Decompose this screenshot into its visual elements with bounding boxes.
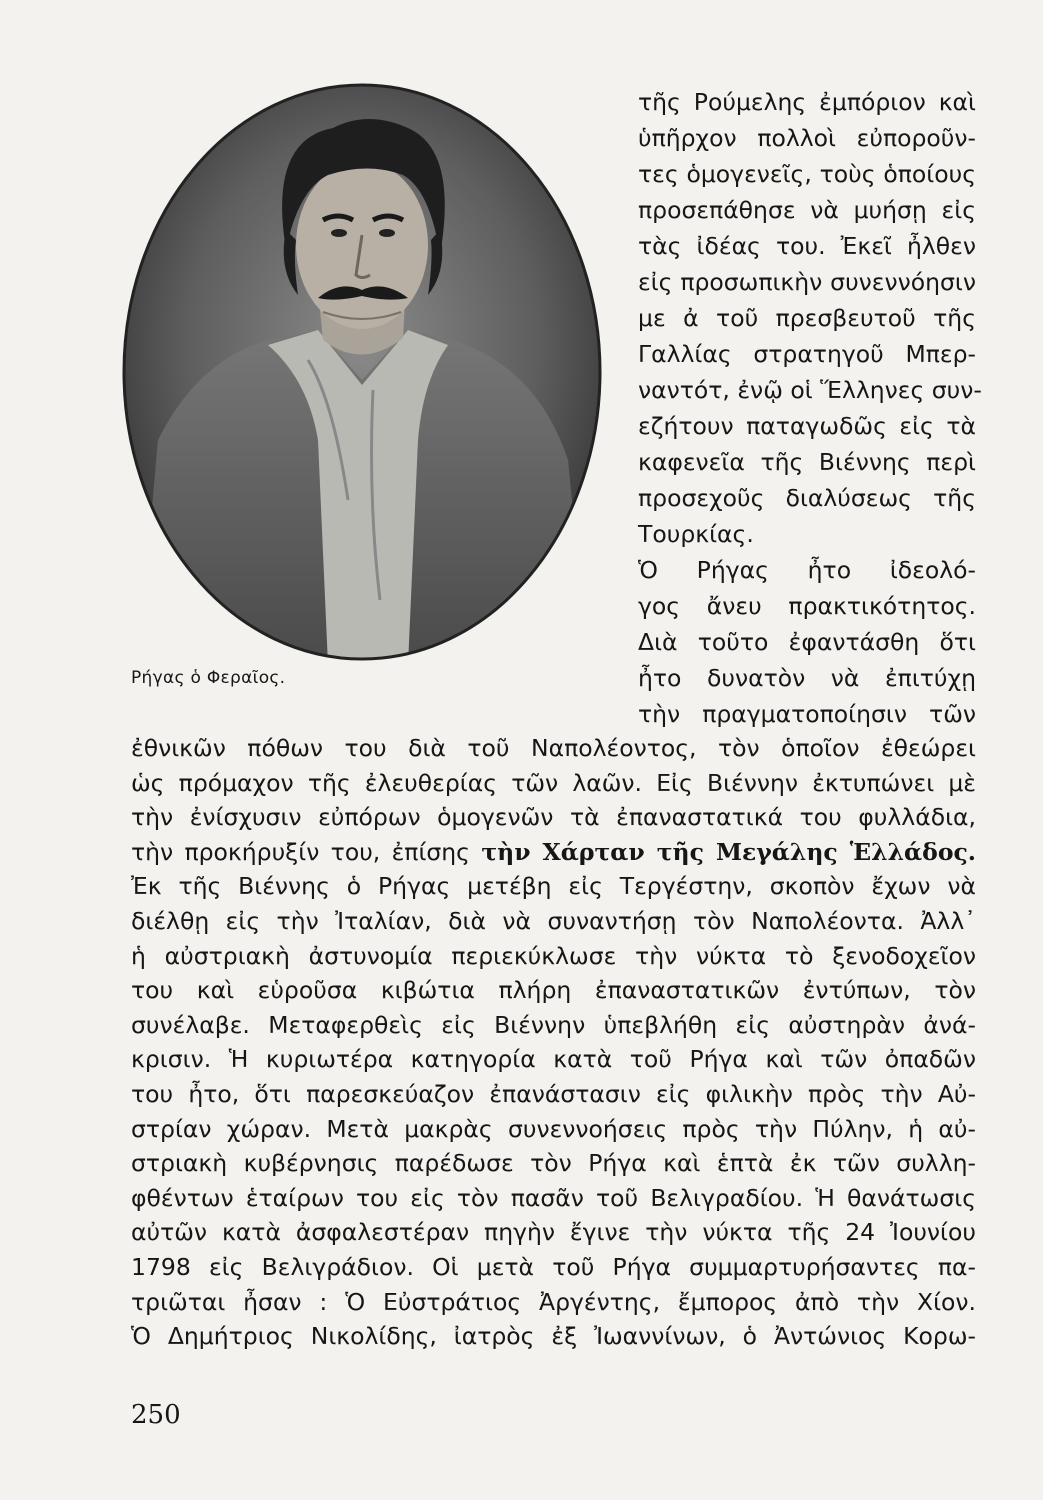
text-line: τὴν ἐνίσχυσιν εὐπόρων ὁμογενῶν τὰ ἐπαναστατικά του φυλλάδια, [131,803,976,832]
text-line: ὑπῆρχον πολλοὶ εὐποροῦν- [638,124,976,152]
text-line: ἡ αὐστριακὴ ἀστυνομία περιεκύκλωσε τὴν νύκτα τὸ ξενοδοχεῖον [131,941,976,970]
text-line: συνέλαβε. Μεταφερθεὶς εἰς Βιέννην ὑπεβλήθη εἰς αὐστηρὰν ἀνά- [131,1010,976,1039]
text-line: αὐτῶν κατὰ ἀσφαλεστέραν πηγὴν ἔγινε τὴν νύκτα τῆς 24 Ἰουνίου [131,1218,976,1247]
text-line: Γαλλίας στρατηγοῦ Μπερ- [638,340,976,368]
text-line: ὡς πρόμαχον τῆς ἐλευθερίας τῶν λαῶν. Εἰς Βιέννην ἐκτυπώνει μὲ [131,768,976,797]
text-line: γος ἄνευ πρακτικότητος. [638,592,976,620]
text-line: προσεπάθησε νὰ μυήσῃ εἰς [638,196,976,224]
text-line: στρίαν χώραν. Μετὰ μακρὰς συνεννοήσεις πρὸς τὴν Πύλην, ἡ αὐ- [131,1114,976,1143]
text-line: τες ὁμογενεῖς, τοὺς ὁποίους [638,160,976,188]
text-line: τῆς Ρούμελης ἐμπόριον καὶ [638,88,976,116]
text-line: με ἀ τοῦ πρεσβευτοῦ τῆς [638,304,976,332]
text-line: 1798 εἰς Βελιγράδιον. Οἱ μετὰ τοῦ Ρήγα συμμαρτυρήσαντες πα- [131,1252,976,1281]
text-line: ἐθνικῶν πόθων του διὰ τοῦ Ναπολέοντος, τὸν ὁποῖον ἐθεώρει [131,734,976,762]
text-line: ἦτο δυνατὸν νὰ ἐπιτύχῃ [638,664,976,692]
text-plain: τὴν προκήρυξίν του, ἐπίσης [131,837,470,866]
text-line: τριῶται ἦσαν : Ὁ Εὐστράτιος Ἀργέντης, ἔμπορος ἀπὸ τὴν Χίον. [131,1287,976,1316]
text-line: Ὁ Ρήγας ἦτο ἰδεολό- [638,556,976,584]
map-title-bold: τὴν Χάρταν τῆς Μεγάλης Ἑλλάδος. [481,837,976,866]
text-line: Ὁ Δημήτριος Νικολίδης, ἰατρὸς ἐξ Ἰωαννίνων, ὁ Ἀντώνιος Κορω- [131,1322,976,1351]
text-line [131,835,976,870]
text-line: στριακὴ κυβέρνησις παρέδωσε τὸν Ρήγα καὶ ἑπτὰ ἐκ τῶν συλλη- [131,1149,976,1178]
right-column-text [638,84,982,732]
text-line: του ἦτο, ὅτι παρεσκεύαζον ἐπανάστασιν εἰς φιλικὴν πρὸς τὴν Αὐ- [131,1079,976,1108]
text-line: κρισιν. Ἡ κυριωτέρα κατηγορία κατὰ τοῦ Ρήγα καὶ τῶν ὀπαδῶν [131,1045,976,1074]
text-line: εζήτουν παταγωδῶς εἰς τὰ [638,412,976,440]
text-line: καφενεῖα τῆς Βιέννης περὶ [638,448,976,476]
text-line: Διὰ τοῦτο ἐφαντάσθη ὅτι [638,628,976,656]
figure-caption: Ρήγας ὁ Φεραῖος. [131,668,286,688]
text-line: φθέντων ἑταίρων του εἰς τὸν πασᾶν τοῦ Βελιγραδίου. Ἡ θανάτωσις [131,1183,976,1212]
text-line: ναντότ, ἐνῷ οἱ Ἕλληνες συν- [638,376,982,404]
text-line: διέλθῃ εἰς τὴν Ἰταλίαν, διὰ νὰ συναντήσῃ τὸν Ναπολέοντα. Ἀλλ᾽ [131,906,976,935]
main-text-block [131,731,976,1354]
page-number: 250 [131,1400,181,1430]
text-line: τὰς ἰδέας του. Ἐκεῖ ἦλθεν [638,232,976,260]
text-line: Τουρκίας. [638,520,754,548]
text-line: προσεχοῦς διαλύσεως τῆς [638,484,976,512]
text-line: τὴν πραγματοποίησιν τῶν [638,700,976,728]
portrait-image [118,80,606,665]
text-line: Ἐκ τῆς Βιέννης ὁ Ρήγας μετέβη εἰς Τεργέστην, σκοπὸν ἔχων νὰ [131,872,976,901]
text-line: εἰς προσωπικὴν συνεννόησιν [638,268,976,296]
text-line: του καὶ εὑροῦσα κιβώτια πλήρη ἐπαναστατικῶν ἐντύπων, τὸν [131,976,976,1005]
